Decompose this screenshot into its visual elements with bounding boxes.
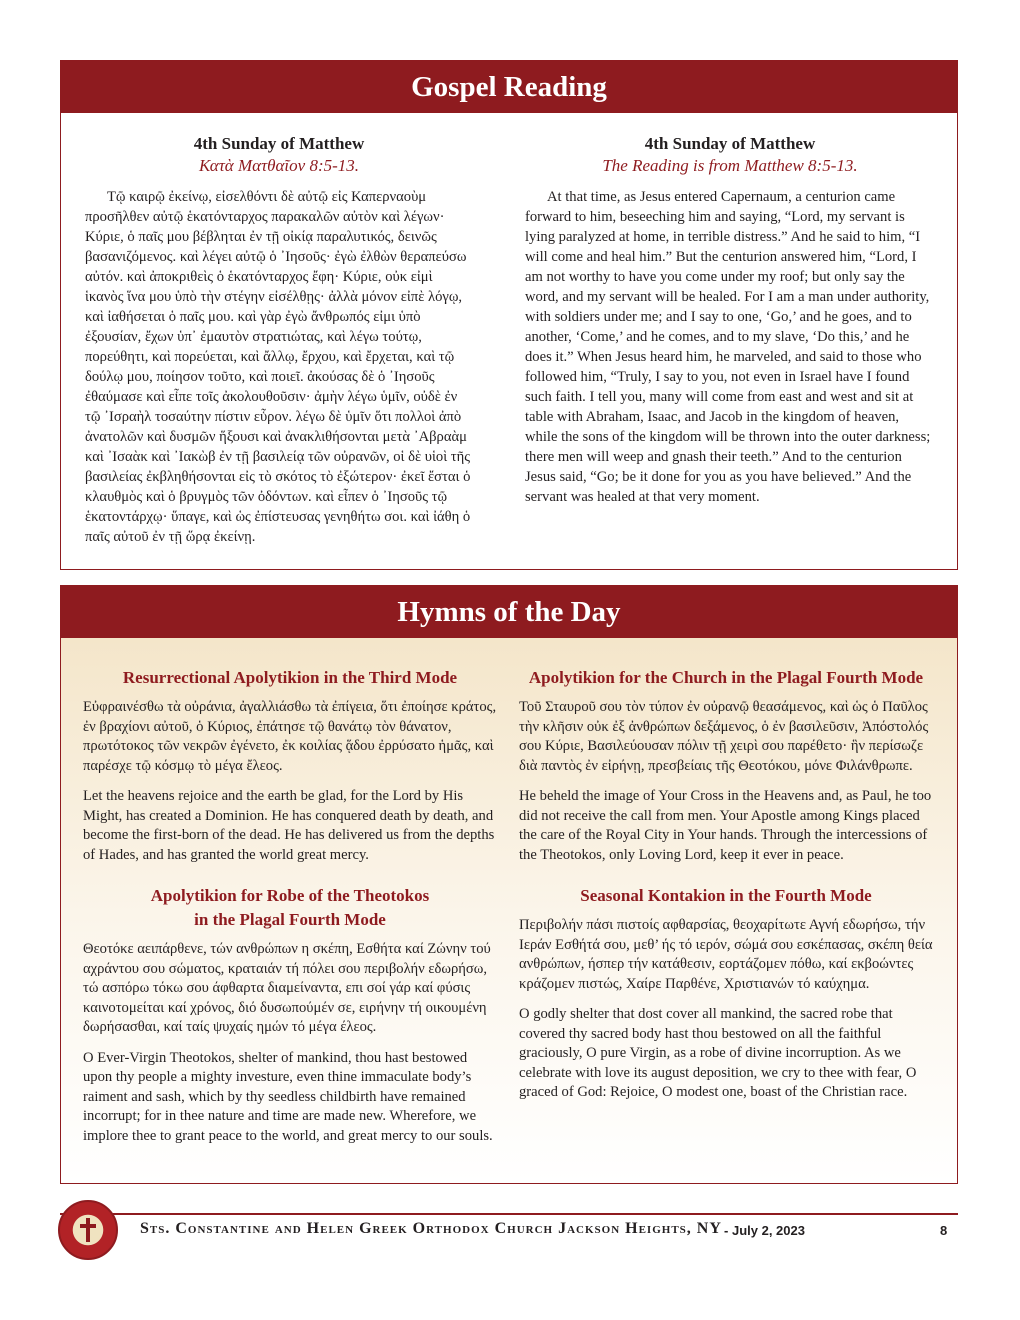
- hymn-greek-text: Τοῦ Σταυροῦ σου τὸν τύπον ἐν οὐρανῷ θεασάμενος, καὶ ὡς ὁ Παῦλος τὴν κλῆσιν οὐκ ἐξ ἀνθρώπων δεξάμενος, ὁ ἐν βασιλεῦσιν, Ἀπόστολός σου Κύριε, Βασιλεύουσαν πόλιν τῇ χειρὶ σου παρέθετο· ἣν περίσωζε διὰ παντὸς ἐν εἰρήνῃ, πρεσβείαις τῆς Θεοτόκου, μόνε Φιλάνθρωπε.: [519, 699, 929, 774]
- hymn-title: Apolytikion for the Church in the Plagal Fourth Mode: [528, 668, 924, 687]
- hymn-title-line1: Apolytikion for Robe of the Theotokos: [150, 886, 430, 905]
- footer-church-name: Sts. Constantine and Helen Greek Orthodox Church Jackson Heights, NY: [140, 1220, 722, 1237]
- hymns-section: [60, 585, 958, 1184]
- hymn-title: [83, 884, 497, 932]
- gospel-greek-text: Τῷ καιρῷ ἐκείνῳ, εἰσελθόντι δὲ αὐτῷ εἰς Καπερναοὺμ προσῆλθεν αὐτῷ ἑκατόνταρχος παρακαλῶν αὐτὸν καὶ λέγων· Κύριε, ὁ παῖς μου βέβληται ἐν τῇ οἰκίᾳ παραλυτικός, δεινῶς βασανιζόμενος. καὶ λέγει αὐτῷ ὁ ᾿Ιησοῦς· ἐγὼ ἐλθὼν θεραπεύσω αὐτόν. καὶ ἀποκριθεὶς ὁ ἑκατόνταρχος ἔφη· Κύριε, οὐκ εἰμὶ ἱκανὸς ἵνα μου ὑπὸ τὴν στέγην εἰσέλθῃς· ἀλλὰ μόνον εἰπὲ λόγῳ, καὶ ἰαθήσεται ὁ παῖς μου. καὶ γὰρ ἐγὼ ἄνθρωπός εἰμι ὑπὸ ἐξουσίαν, ἔχων ὑπ᾿ ἐμαυτὸν στρατιώτας, καὶ λέγω τούτῳ, πορεύθητι, καὶ πορεύεται, καὶ ἄλλῳ, ἔρχου, καὶ ἔρχεται, καὶ τῷ δούλῳ μου, ποίησον τοῦτο, καὶ ποιεῖ. ἀκούσας δὲ ὁ ᾿Ιησοῦς ἐθαύμασε καὶ εἶπε τοῖς ἀκολουθοῦσιν· ἀμὴν λέγω ὑμῖν, οὐδὲ ἐν τῷ ᾿Ισραὴλ τοσαύτην πίστιν εὗρον. λέγω δὲ ὑμῖν ὅτι πολλοὶ ἀπὸ ἀνατολῶν καὶ δυσμῶν ἥξουσι καὶ ἀνακλιθήσονται μετὰ ᾿Αβραὰμ καὶ ᾿Ισαὰκ καὶ ᾿Ιακὼβ ἐν τῇ βασιλείᾳ τῶν οὐρανῶν, οἱ δὲ υἱοὶ τῆς βασιλείας ἐκβληθήσονται εἰς τὸ σκότος τὸ ἐξώτερον· ἐκεῖ ἔσται ὁ κλαυθμὸς καὶ ὁ βρυγμὸς τῶν ὀδόντων. καὶ εἶπεν ὁ ᾿Ιησοῦς τῷ ἑκατοντάρχῳ· ὕπαγε, καὶ ὡς ἐπίστευσας γενηθήτω σοι. καὶ ἰάθη ὁ παῖς αὐτοῦ ἐν τῇ ὥρᾳ ἐκείνῃ.: [85, 189, 471, 545]
- church-seal-icon: [58, 1200, 118, 1260]
- gospel-greek-subtitle: Κατὰ Ματθαῖον 8:5-13.: [198, 156, 360, 175]
- gospel-greek-title: 4th Sunday of Matthew: [193, 134, 365, 153]
- hymn-english-text: He beheld the image of Your Cross in the Heavens and, as Paul, he too did not receive the call from men. Your Apostle among Kings placed the care of the Royal City in Your hands. Through the intercessions of the Theotokos, only Loving Lord, keep it ever in peace.: [519, 788, 932, 863]
- hymns-header: Hymns of the Day: [61, 586, 957, 638]
- gospel-header: Gospel Reading: [61, 61, 957, 113]
- cross-icon: [76, 1216, 100, 1244]
- hymns-right-column: [519, 666, 933, 1114]
- gospel-greek-column: [85, 133, 473, 547]
- gospel-english-title: 4th Sunday of Matthew: [644, 134, 816, 153]
- gospel-english-column: [525, 133, 935, 507]
- footer-date-text: July 2, 2023: [731, 1223, 805, 1238]
- hymn-title: Resurrectional Apolytikion in the Third Mode: [122, 668, 458, 687]
- hymn-title-line2: in the Plagal Fourth Mode: [194, 910, 386, 929]
- hymn-greek-text: Θεοτόκε αειπάρθενε, τών ανθρώπων η σκέπη, Εσθήτα καί Ζώνην τού αχράντου σου σώματος, κραταιάν τή πόλει σου περιβολήν εδωρήσω, τώ ασπόρω τόκω σου άφθαρτα διαμείναντα, επι σοί γάρ καί φύσις καινοτομείται καί χρόνος, διό δυσωπούμέν σε, ειρήνην τή οικουμένη δωρήσασθαι, καί ταίς ψυχαίς ημών τό μέγα έλεος.: [83, 941, 491, 1035]
- gospel-english-subtitle: The Reading is from Matthew 8:5-13.: [602, 156, 858, 175]
- hymn-title: Seasonal Kontakion in the Fourth Mode: [580, 886, 872, 905]
- gospel-english-text: At that time, as Jesus entered Capernaum, a centurion came forward to him, beseeching him and saying, “Lord, my servant is lying paralyzed at home, in terrible distress.” And he said to him, “I will come and heal him.” But the centurion answered him, “Lord, I am not worthy to have you come under my roof; but only say the word, and my servant will be healed. For I am a man under authority, with soldiers under me; and I say to one, ‘Go,’ and he goes, and to another, ‘Come,’ and he comes, and to my slave, ‘Do this,’ and he does it.” When Jesus heard him, he marveled, and said to those who followed him, “Truly, I say to you, not even in Israel have I found such faith. I tell you, many will come from east and west and sit at table with Abraham, Isaac, and Jacob in the kingdom of heaven, while the sons of the kingdom will be thrown into the outer darkness; there men will weep and gnash their teeth.” And to the centurion Jesus said, “Go; be it done for you as you have believed.” And the servant was healed at that very moment.: [525, 189, 931, 505]
- hymns-left-column: [83, 666, 497, 1157]
- hymn-english-text: O Ever-Virgin Theotokos, shelter of mankind, thou hast bestowed upon thy people a mighty investure, even thine immaculate body’s raiment and sash, which by thy seedless childbirth have remained incorrupt; for in thee nature and time are made new. Wherefore, we implore thee to grant peace to the world, and great mercy to our souls.: [83, 1049, 493, 1144]
- hymn-greek-text: Περιβολήν πάσι πιστοίς αφθαρσίας, θεοχαρίτωτε Αγνή εδωρήσω, τήν Ιεράν Εσθήτά σου, μεθ’ ής τό ιερόν, σώμά σου εσκέπασας, σκέπη θεία ανθρώπων, ήσπερ τήν κατάθεσιν, εορτάζομεν πόθω, καί εκβοώντες κράζομεν πιστώς, Χαίρε Παρθένε, Χριστιανών τό καύχημα.: [519, 917, 933, 992]
- footer-separator: -: [724, 1223, 729, 1238]
- hymn-greek-text: Εὐφραινέσθω τὰ οὐράνια, ἀγαλλιάσθω τὰ ἐπίγεια, ὅτι ἐποίησε κράτος, ἐν βραχίονι αὐτοῦ, ὁ Κύριος, ἐπάτησε τῷ θανάτῳ τὸν θάνατον, πρωτότοκος τῶν νεκρῶν ἐγένετο, ἐκ κοιλίας ᾅδου ἐρρύσατο ἡμᾶς, καὶ παρέσχε τῷ κόσμῳ τὸ μέγα ἔλεος.: [83, 699, 497, 774]
- hymn-english-text: Let the heavens rejoice and the earth be glad, for the Lord by His Might, has created a Dominion. He has conquered death by death, and become the first-born of the dead. He has delivered us from the depths of Hades, and has granted the world great mercy.: [83, 788, 495, 863]
- page-number: 8: [940, 1223, 948, 1238]
- footer-divider: [60, 1213, 958, 1215]
- footer-date: [724, 1223, 805, 1238]
- gospel-reading-section: [60, 60, 958, 570]
- hymn-english-text: O godly shelter that dost cover all mankind, the sacred robe that covered thy sacred body hast thou bestowed on all the faithful graciously, O pure Virgin, as a robe of divine incorruption. As we celebrate with love its august deposition, we cry to thee with fear, O graced of God: Rejoice, O modest one, boast of the Christian race.: [519, 1006, 917, 1100]
